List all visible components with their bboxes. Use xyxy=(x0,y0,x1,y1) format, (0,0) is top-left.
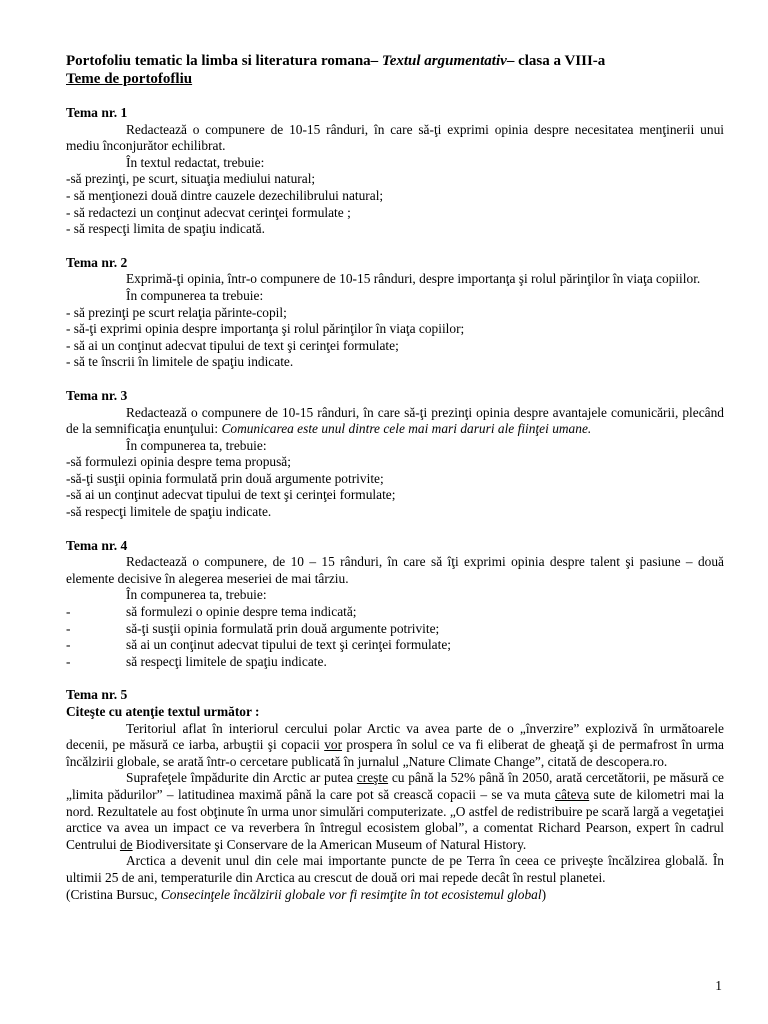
tema-intro xyxy=(66,405,724,438)
requirement-item xyxy=(66,654,724,671)
requirement-item: - să prezinţi pe scurt relaţia părinte-copil; xyxy=(66,304,287,320)
tema-heading: Tema nr. 2 xyxy=(66,254,128,270)
tema-3 xyxy=(66,388,724,521)
tema-quote: Comunicarea este unul dintre cele mai mari daruri ale fiinţei umane. xyxy=(221,421,592,437)
paragraph-text: prospera în solul ce va fi eliberat de gheaţă şi de permafrost în urma încălzirii globale, se arată într-o cercetare publicată în jurnalul „Nature Climate Change”, citată de descopera.ro. xyxy=(66,737,724,769)
requirement-item: - să-ţi exprimi opinia despre importanţa şi rolul părinţilor în viaţa copiilor; xyxy=(66,321,465,337)
dash-marker: - xyxy=(66,604,71,620)
document-title xyxy=(66,52,724,70)
tema-heading: Tema nr. 5 xyxy=(66,687,128,703)
document-page xyxy=(66,52,724,903)
tema-4 xyxy=(66,538,724,671)
reading-paragraph xyxy=(66,721,724,771)
citation-title: Consecinţele încălzirii globale vor fi resimţite în tot ecosistemul global xyxy=(160,886,542,902)
requirement-item: -să ai un conţinut adecvat tipului de text şi cerinţei formulate; xyxy=(66,487,396,503)
requirement-item xyxy=(66,637,724,654)
tema-intro-text: Redactează o compunere de 10-15 rânduri, în care să-ţi prezinţi opinia despre avantajele comunicării, plecând de la semnificaţia enunţului: xyxy=(66,404,724,437)
paragraph-text: Teritoriul aflat în interiorul cercului polar Arctic va avea parte de o „înverzire” explozivă în următoarele decenii, pe măsură ce iarba, arbuştii şi copacii xyxy=(66,720,724,753)
requirement-text: să respecţi limitele de spaţiu indicate. xyxy=(126,653,327,669)
tema-lead: În textul redactat, trebuie: xyxy=(126,154,265,170)
requirement-item: -să-ţi susţii opinia formulată prin două argumente potrivite; xyxy=(66,470,384,486)
requirement-text: să-ţi susţii opinia formulată prin două argumente potrivite; xyxy=(126,620,440,636)
citation-close: ) xyxy=(541,886,547,902)
requirement-item xyxy=(66,604,724,621)
paragraph-text: cu până la 52% până în 2050, arată cercetătorii, pe măsură ce „limita pădurilor” – latitudinea maximă până la care pot să crească copacii – se va muta xyxy=(66,770,724,802)
title-text: Portofoliu tematic la limba si literatura romana– xyxy=(66,53,382,69)
document-subtitle: Teme de portofofliu xyxy=(66,71,193,87)
tema-lead: În compunerea ta, trebuie: xyxy=(126,437,267,453)
title-italic: Textul argumentativ xyxy=(381,53,507,69)
tema-lead: În compunerea ta trebuie: xyxy=(126,287,264,303)
tema-intro: Redactează o compunere de 10-15 rânduri, în care să-ţi exprimi opinia despre necesitatea menţinerii unui mediu înconjurător echilibrat. xyxy=(66,121,724,154)
tema-5 xyxy=(66,687,724,903)
underlined-word: de xyxy=(119,836,133,852)
requirement-item: - să redactezi un conţinut adecvat cerinţei formulate ; xyxy=(66,204,351,220)
underlined-word: vor xyxy=(324,737,343,753)
dash-marker: - xyxy=(66,653,71,669)
tema-intro: Redactează o compunere, de 10 – 15 rânduri, în care să îţi exprimi opinia despre talent şi pasiune – două elemente decisive în alegerea meseriei de mai târziu. xyxy=(66,554,724,586)
tema-heading: Tema nr. 3 xyxy=(66,387,128,403)
tema-1 xyxy=(66,105,724,238)
reading-paragraph: Arctica a devenit unul din cele mai importante puncte de pe Terra în ceea ce priveşte încălzirea globală. În ultimii 25 de ani, temperaturile din Arctica au crescut de două ori mai repede decât în restul planetei. xyxy=(66,853,724,885)
underlined-word: creşte xyxy=(356,770,389,786)
requirement-item xyxy=(66,621,724,638)
requirement-item: -să prezinţi, pe scurt, situaţia mediului natural; xyxy=(66,171,316,187)
requirement-item: - să respecţi limita de spaţiu indicată. xyxy=(66,221,265,237)
underlined-word: câteva xyxy=(555,786,590,802)
title-class: – clasa a VIII-a xyxy=(506,53,606,69)
paragraph-text: sute de kilometri mai la nord. Rezultatele au fost obţinute în urma unor simulări computerizate. „O astfel de redistribuire pe scară largă a vegetaţiei arctice va avea un impact ce va reverbera în întregul ecosistem global”, a comentat Richard Pearson, expert în cadrul Centrului xyxy=(66,786,725,852)
requirement-text: să ai un conţinut adecvat tipului de text şi cerinţei formulate; xyxy=(126,637,451,653)
tema-lead: În compunerea ta, trebuie: xyxy=(126,587,267,603)
tema-heading: Tema nr. 4 xyxy=(66,537,128,553)
requirement-text: să formulezi o opinie despre tema indicată; xyxy=(126,604,357,620)
requirement-item: - să te înscrii în limitele de spaţiu indicate. xyxy=(66,354,294,370)
requirement-item: -să formulezi opinia despre tema propusă; xyxy=(66,454,291,470)
page-number: 1 xyxy=(715,978,722,993)
paragraph-text: Biodiversitate şi Conservare de la American Museum of Natural History. xyxy=(132,836,527,852)
tema-intro: Exprimă-ţi opinia, într-o compunere de 10-15 rânduri, despre importanţa şi rolul părinţilor în viaţa copiilor. xyxy=(126,271,701,287)
citation-author: (Cristina Bursuc, xyxy=(66,886,161,902)
paragraph-text: Suprafeţele împădurite din Arctic ar putea xyxy=(126,770,357,786)
citation xyxy=(66,887,724,904)
tema-heading: Tema nr. 1 xyxy=(66,105,128,120)
tema-2 xyxy=(66,255,724,371)
requirement-item: - să ai un conţinut adecvat tipului de text şi cerinţei formulate; xyxy=(66,337,399,353)
reading-paragraph xyxy=(66,770,724,853)
reading-instruction: Citeşte cu atenţie textul următor : xyxy=(66,704,260,719)
dash-marker: - xyxy=(66,620,71,636)
dash-marker: - xyxy=(66,637,71,653)
requirement-item: -să respecţi limitele de spaţiu indicate. xyxy=(66,504,272,520)
requirement-item: - să menţionezi două dintre cauzele dezechilibrului natural; xyxy=(66,187,384,203)
